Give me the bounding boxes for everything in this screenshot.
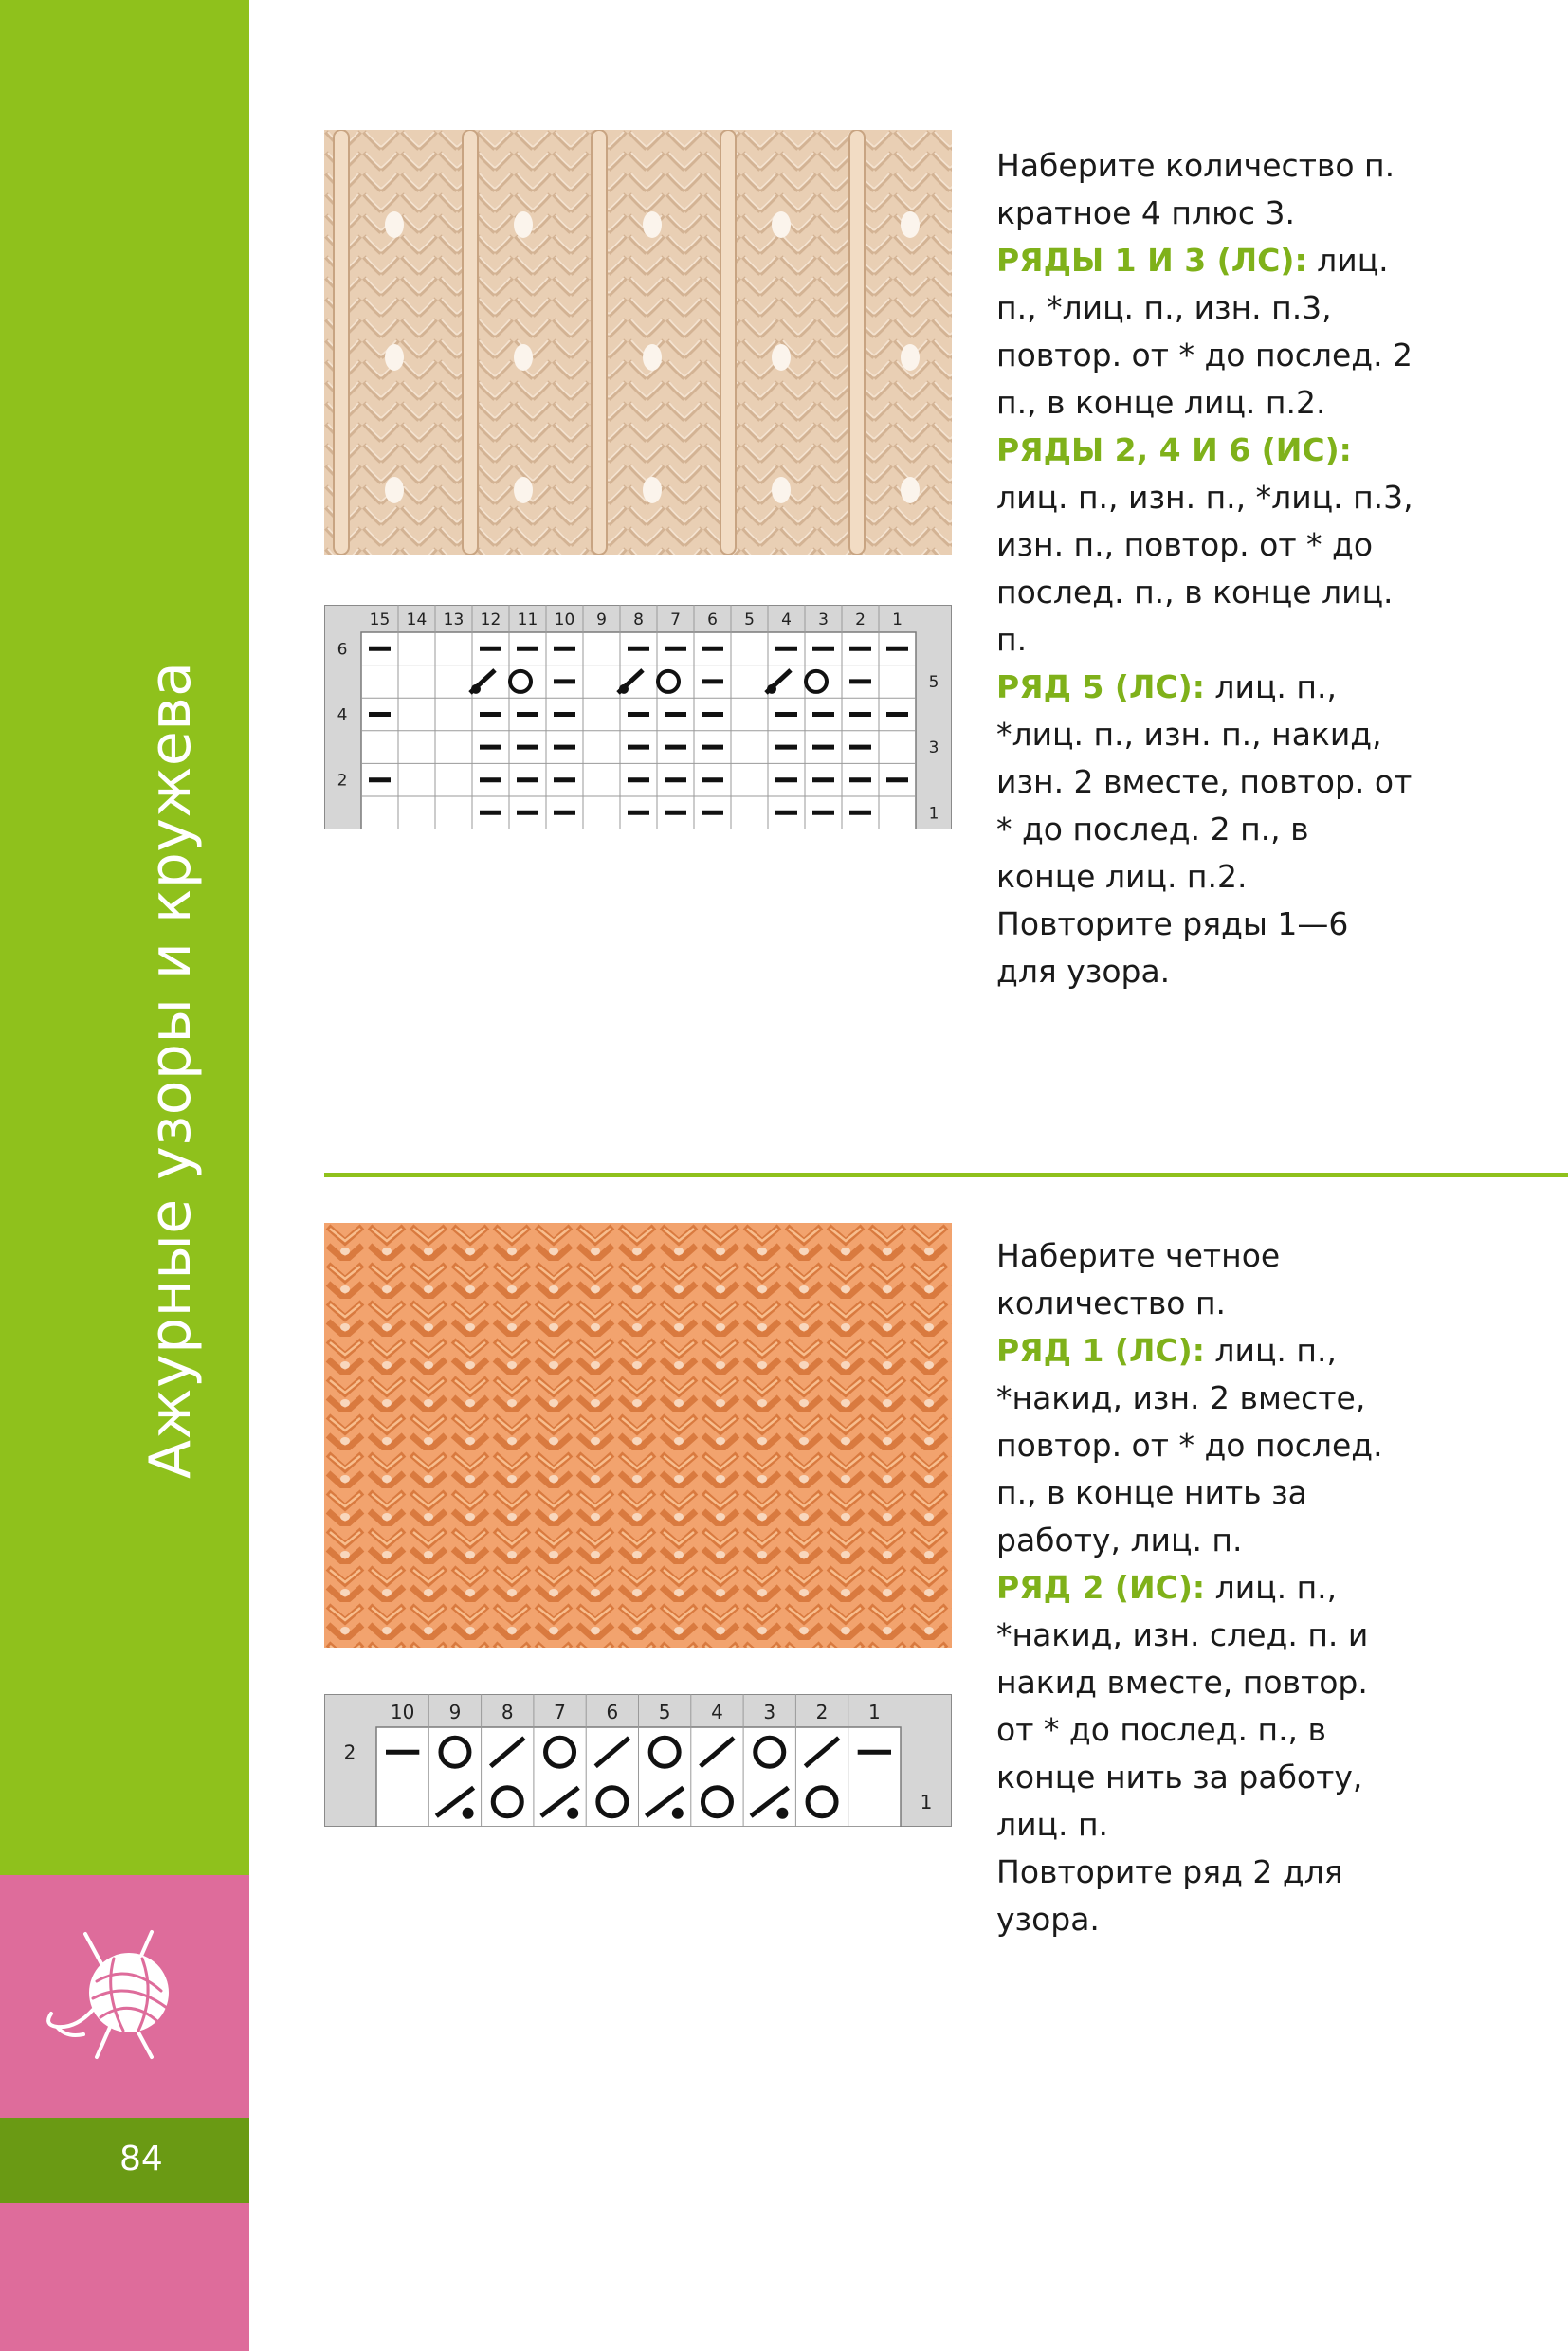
pattern1-photo xyxy=(324,130,952,555)
page-number: 84 xyxy=(119,2140,163,2178)
chart2-column-number: 4 xyxy=(711,1701,723,1723)
chart1-row-number-left: 4 xyxy=(337,705,348,725)
chart1-column-number: 12 xyxy=(480,611,501,629)
chart1-column-number: 2 xyxy=(855,611,866,629)
chart2-column-number: 2 xyxy=(815,1701,829,1723)
chart2-column-number: 8 xyxy=(501,1701,514,1723)
k2tog-dot xyxy=(471,684,481,694)
pattern1-rows-1-3 xyxy=(996,237,1413,427)
chart1-column-number: 8 xyxy=(633,611,644,629)
pattern2-row-1 xyxy=(996,1327,1413,1564)
sidebar-green-band xyxy=(0,0,249,1875)
chart1-row-number-right: 1 xyxy=(928,804,939,824)
chart1-column-number: 1 xyxy=(892,611,903,629)
k2tog-dot xyxy=(672,1808,684,1819)
chart1-row-number-left: 6 xyxy=(337,640,348,660)
chart2-column-number: 5 xyxy=(658,1701,671,1723)
chart1-column-number: 10 xyxy=(554,611,575,629)
sidebar-bottom-band xyxy=(0,2203,249,2351)
pattern1-rows-2-4-6-text: лиц. п., изн. п., *лиц. п.3, изн. п., повтор. от * до послед. п., в конце лиц. п. xyxy=(996,479,1413,658)
pattern2-row-2-label: РЯД 2 (ИС): xyxy=(996,1569,1206,1606)
chart2-row-number-left: 2 xyxy=(343,1740,356,1764)
k2tog-dot xyxy=(619,684,629,694)
chart2-column-number: 9 xyxy=(448,1701,462,1723)
pattern1-rows-1-3-label: РЯДЫ 1 И 3 (ЛС): xyxy=(996,242,1307,279)
chart1-column-number: 5 xyxy=(744,611,755,629)
chart1-column-number: 6 xyxy=(707,611,718,629)
chart2-column-number: 10 xyxy=(390,1701,415,1723)
chart1-row-number-right: 3 xyxy=(928,738,939,758)
pattern1-rows-2-4-6 xyxy=(996,427,1413,664)
chart2-column-number: 3 xyxy=(763,1701,776,1723)
pattern1-chart xyxy=(324,605,952,829)
k2tog-dot xyxy=(567,1808,578,1819)
pattern2-repeat: Повторите ряд 2 для узора. xyxy=(996,1853,1343,1938)
pattern2-row-2-text: лиц. п., *накид, изн. след. п. и накид вместе, повтор. от * до послед. п., в конце нить за работу, лиц. п. xyxy=(996,1569,1369,1843)
chart1-column-number: 4 xyxy=(781,611,792,629)
pattern2-row-1-text: лиц. п., *накид, изн. 2 вместе, повтор. от * до послед. п., в конце нить за работу, лиц. п. xyxy=(996,1332,1383,1558)
pattern2-row-1-label: РЯД 1 (ЛС): xyxy=(996,1332,1205,1369)
pattern2-chart xyxy=(324,1694,952,1827)
chart2-column-number: 6 xyxy=(606,1701,619,1723)
chart2-column-number: 7 xyxy=(554,1701,566,1723)
chart1-column-number: 9 xyxy=(596,611,607,629)
chart1-column-number: 7 xyxy=(670,611,681,629)
pattern1-rows-1-3-text: лиц. п., *лиц. п., изн. п.3, повтор. от * до послед. 2 п., в конце лиц. п.2. xyxy=(996,242,1413,421)
pattern2-instructions xyxy=(996,1232,1413,1943)
pattern1-intro: Наберите количество п. кратное 4 плюс 3. xyxy=(996,147,1395,231)
pattern1-row-5-text: лиц. п., *лиц. п., изн. п., накид, изн. 2 вместе, повтор. от * до послед. 2 п., в конце лиц. п.2. xyxy=(996,668,1413,895)
chart1-column-number: 14 xyxy=(406,611,428,629)
pattern1-instructions xyxy=(996,142,1413,995)
chart1-column-number: 13 xyxy=(443,611,465,629)
yarn-ball-icon xyxy=(38,1915,199,2076)
chart1-row-number-right: 5 xyxy=(928,672,939,692)
pattern1-rows-2-4-6-label: РЯДЫ 2, 4 И 6 (ИС): xyxy=(996,431,1352,468)
sidebar xyxy=(0,0,249,2351)
pattern2-intro: Наберите четное количество п. xyxy=(996,1237,1281,1321)
k2tog-dot xyxy=(767,684,776,694)
pattern2-row-2 xyxy=(996,1564,1413,1849)
section-title: Ажурные узоры и кружева xyxy=(137,661,204,1479)
chart2-row-number-right: 1 xyxy=(920,1790,933,1813)
k2tog-dot xyxy=(463,1808,474,1819)
chart1-column-number: 3 xyxy=(818,611,829,629)
pattern1-row-5-label: РЯД 5 (ЛС): xyxy=(996,668,1205,705)
pattern1-row-5 xyxy=(996,664,1413,901)
chart1-column-number: 11 xyxy=(517,611,538,629)
chart2-column-number: 1 xyxy=(867,1701,881,1723)
pattern1-repeat: Повторите ряды 1—6 для узора. xyxy=(996,905,1349,990)
pattern2-photo xyxy=(324,1223,952,1648)
k2tog-dot xyxy=(776,1808,788,1819)
chart1-row-number-left: 2 xyxy=(337,771,348,791)
section-divider xyxy=(324,1173,1568,1177)
chart1-column-number: 15 xyxy=(369,611,391,629)
